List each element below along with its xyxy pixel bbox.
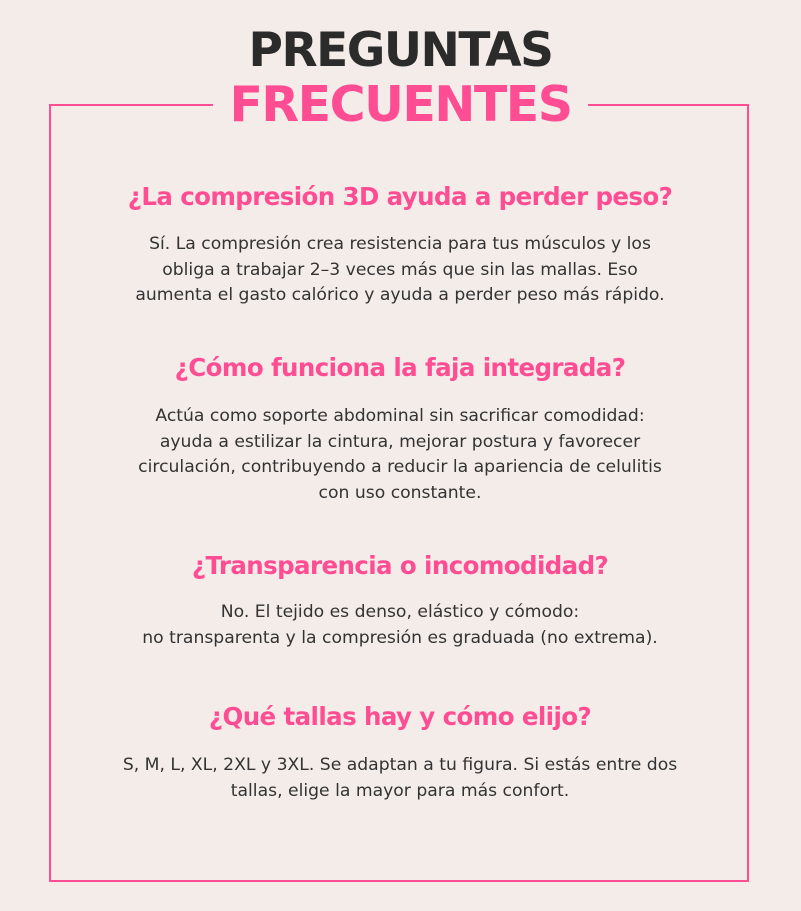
faq-item	[60, 701, 740, 804]
faq-item	[60, 181, 740, 309]
answer-line: no transparenta y la compresión es graduada (no extrema).	[142, 627, 658, 648]
answer-line: aumenta el gasto calórico y ayuda a perder peso más rápido.	[135, 285, 665, 305]
faq-answer	[60, 404, 740, 506]
faq-question: ¿Cómo funciona la faja integrada?	[174, 353, 626, 382]
faq-question: ¿Qué tallas hay y cómo elijo?	[208, 702, 592, 731]
answer-line: circulación, contribuyendo a reducir la apariencia de celulitis	[138, 457, 662, 477]
answer-line: No. El tejido es denso, elástico y cómodo:	[220, 602, 580, 622]
title-block	[213, 24, 587, 132]
title-line-1: PREGUNTAS	[248, 23, 553, 78]
answer-line: S, M, L, XL, 2XL y 3XL. Se adaptan a tu figura. Si estás entre dos	[122, 755, 678, 775]
faq-answer	[60, 600, 740, 651]
faq-question: ¿La compresión 3D ayuda a perder peso?	[127, 182, 673, 211]
title-line-2: FRECUENTES	[229, 76, 572, 133]
answer-line: tallas, elige la mayor para más confort.	[230, 780, 570, 801]
answer-line: con uso constante.	[318, 482, 482, 503]
faq-answer	[60, 232, 740, 309]
answer-line: Actúa como soporte abdominal sin sacrificar comodidad:	[155, 406, 645, 426]
faq-item	[60, 352, 740, 506]
answer-line: Sí. La compresión crea resistencia para tus músculos y los	[149, 234, 651, 254]
faq-question: ¿Transparencia o incomodidad?	[191, 551, 609, 580]
faq-item	[60, 550, 740, 651]
answer-line: obliga a trabajar 2–3 veces más que sin las mallas. Eso	[162, 259, 638, 280]
page-title	[0, 24, 801, 132]
faq-answer	[60, 753, 740, 804]
answer-line: ayuda a estilizar la cintura, mejorar postura y favorecer	[159, 431, 641, 452]
